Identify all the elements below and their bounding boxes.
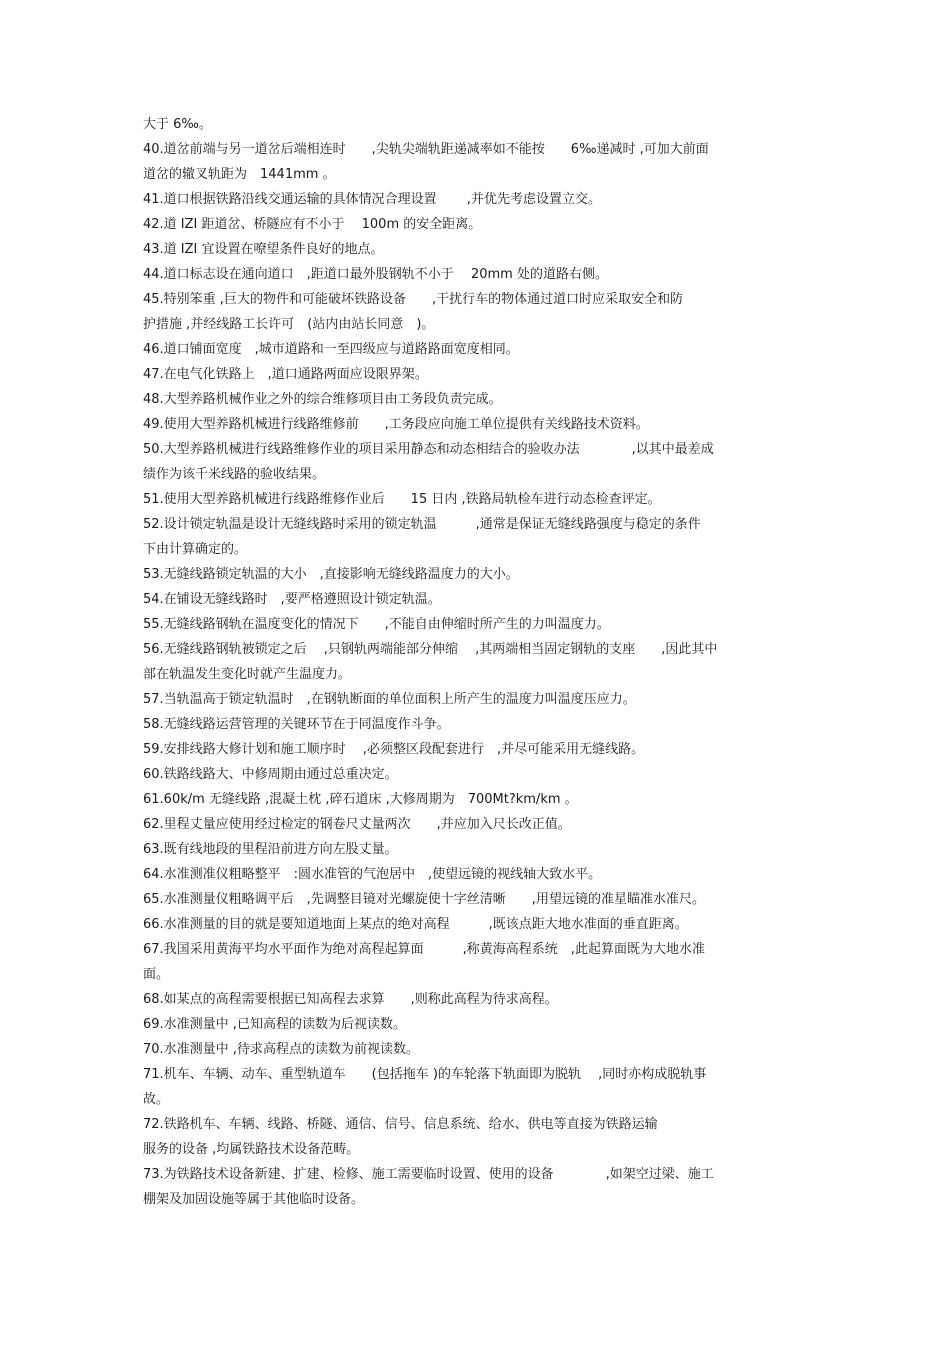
para-49 [143, 412, 803, 437]
text-line: 41.道口根据铁路沿线交通运输的具体情况合理设置 ,并优先考虑设置立交。 [143, 192, 601, 207]
text-line: 67.我国采用黄海平均水平面作为绝对高程起算面 ,称黄海高程系统 ,此起算面既为大地水准 [143, 942, 705, 957]
text-line: 45.特别笨重 ,巨大的物件和可能破坏铁路设备 ,干扰行车的物体通过道口时应采取安全和防 [143, 292, 684, 307]
para-55 [143, 612, 803, 637]
para-64 [143, 862, 803, 887]
text-line: 72.铁路机车、车辆、线路、桥隧、通信、信号、信息系统、给水、供电等直接为铁路运输 [143, 1117, 658, 1132]
para-59 [143, 737, 803, 762]
para-51 [143, 487, 803, 512]
text-line: 59.安排线路大修计划和施工顺序时 ,必须整区段配套进行 ,并尽可能采用无缝线路。 [143, 742, 645, 757]
text-line: 68.如某点的高程需要根据已知高程去求算 ,则称此高程为待求高程。 [143, 992, 558, 1007]
text-line: 大于 6‰。 [143, 117, 212, 132]
text-line: 46.道口铺面宽度 ,城市道路和一至四级应与道路路面宽度相同。 [143, 342, 519, 357]
para-61 [143, 787, 803, 812]
para-73 [143, 1162, 803, 1212]
text-line: 40.道岔前端与另一道岔后端相连时 ,尖轨尖端轨距递减率如不能按 6‰递减时 ,可加大前面 [143, 142, 709, 157]
text-line: 73.为铁路技术设备新建、扩建、检修、施工需要临时设置、使用的设备 ,如架空过梁、施工 [143, 1167, 714, 1182]
text-line: 护措施 ,并经线路工长许可 (站内由站长同意 )。 [143, 317, 435, 332]
para-41 [143, 187, 803, 212]
para-42 [143, 212, 803, 237]
para-0 [143, 112, 803, 137]
document-body [143, 112, 803, 1212]
text-line: 48.大型养路机械作业之外的综合维修项目由工务段负责完成。 [143, 392, 502, 407]
para-65 [143, 887, 803, 912]
text-line: 65.水准测量仪粗略调平后 ,先调整目镜对光螺旋使十字丝清晰 ,用望远镜的准星瞄准水准尺。 [143, 892, 705, 907]
para-67 [143, 937, 803, 987]
text-line: 60.铁路线路大、中修周期由通过总重决定。 [143, 767, 398, 782]
para-68 [143, 987, 803, 1012]
text-line: 56.无缝线路钢轨被锁定之后 ,只钢轨两端能部分伸缩 ,其两端相当固定钢轨的支座 ,因此其中 [143, 642, 718, 657]
text-line: 52.设计锁定轨温是设计无缝线路时采用的锁定轨温 ,通常是保证无缝线路强度与稳定的条件 [143, 517, 701, 532]
text-line: 部在轨温发生变化时就产生温度力。 [143, 667, 352, 682]
text-line: 绩作为该千米线路的验收结果。 [143, 467, 326, 482]
para-63 [143, 837, 803, 862]
text-line: 71.机车、车辆、动车、重型轨道车 (包括拖车 )的车轮落下轨面即为脱轨 ,同时亦构成脱轨事 [143, 1067, 707, 1082]
text-line: 43.道 IZI 宜设置在嘹望条件良好的地点。 [143, 242, 384, 257]
text-line: 故。 [143, 1092, 170, 1107]
para-47 [143, 362, 803, 387]
text-line: 70.水准测量中 ,待求高程点的读数为前视读数。 [143, 1042, 419, 1057]
para-70 [143, 1037, 803, 1062]
para-43 [143, 237, 803, 262]
text-line: 42.道 IZI 距道岔、桥隧应有不小于 100m 的安全距离。 [143, 217, 482, 232]
para-71 [143, 1062, 803, 1112]
text-line: 54.在铺设无缝线路时 ,要严格遵照设计锁定轨温。 [143, 592, 441, 607]
text-line: 66.水准测量的目的就是要知道地面上某点的绝对高程 ,既该点距大地水准面的垂直距离。 [143, 917, 688, 932]
text-line: 47.在电气化铁路上 ,道口通路两面应设限界架。 [143, 367, 428, 382]
para-40 [143, 137, 803, 187]
text-line: 51.使用大型养路机械进行线路维修作业后 15 日内 ,铁路局轨检车进行动态检查评定。 [143, 492, 661, 507]
text-line: 棚架及加固设施等属于其他临时设备。 [143, 1192, 365, 1207]
para-53 [143, 562, 803, 587]
para-69 [143, 1012, 803, 1037]
text-line: 61.60k/m 无缝线路 ,混凝土枕 ,碎石道床 ,大修周期为 700Mt?km/km 。 [143, 792, 578, 807]
text-line: 55.无缝线路钢轨在温度变化的情况下 ,不能自由伸缩时所产生的力叫温度力。 [143, 617, 610, 632]
text-line: 49.使用大型养路机械进行线路维修前 ,工务段应向施工单位提供有关线路技术资料。 [143, 417, 649, 432]
para-57 [143, 687, 803, 712]
text-line: 57.当轨温高于锁定轨温时 ,在钢轨断面的单位面积上所产生的温度力叫温度压应力。 [143, 692, 636, 707]
para-48 [143, 387, 803, 412]
para-54 [143, 587, 803, 612]
para-50 [143, 437, 803, 487]
para-45 [143, 287, 803, 337]
para-56 [143, 637, 803, 687]
para-52 [143, 512, 803, 562]
text-line: 道岔的辙叉轨距为 1441mm 。 [143, 167, 336, 182]
text-line: 63.既有线地段的里程沿前进方向左股丈量。 [143, 842, 398, 857]
text-line: 服务的设备 ,均属铁路技术设备范畴。 [143, 1142, 360, 1157]
para-66 [143, 912, 803, 937]
text-line: 64.水准测准仪粗略整平 :圆水准管的气泡居中 ,使望远镜的视线轴大致水平。 [143, 867, 602, 882]
text-line: 下由计算确定的。 [143, 542, 248, 557]
text-line: 69.水准测量中 ,已知高程的读数为后视读数。 [143, 1017, 406, 1032]
text-line: 50.大型养路机械进行线路维修作业的项目采用静态和动态相结合的验收办法 ,以其中最差成 [143, 442, 714, 457]
text-line: 62.里程丈量应使用经过检定的钢卷尺丈量两次 ,并应加入尺长改正值。 [143, 817, 571, 832]
text-line: 面。 [143, 967, 170, 982]
text-line: 53.无缝线路锁定轨温的大小 ,直接影响无缝线路温度力的大小。 [143, 567, 519, 582]
para-62 [143, 812, 803, 837]
para-44 [143, 262, 803, 287]
text-line: 58.无缝线路运营管理的关键环节在于同温度作斗争。 [143, 717, 450, 732]
para-60 [143, 762, 803, 787]
para-46 [143, 337, 803, 362]
para-72 [143, 1112, 803, 1162]
text-line: 44.道口标志设在通向道口 ,距道口最外股钢轨不小于 20mm 处的道路右侧。 [143, 267, 608, 282]
para-58 [143, 712, 803, 737]
